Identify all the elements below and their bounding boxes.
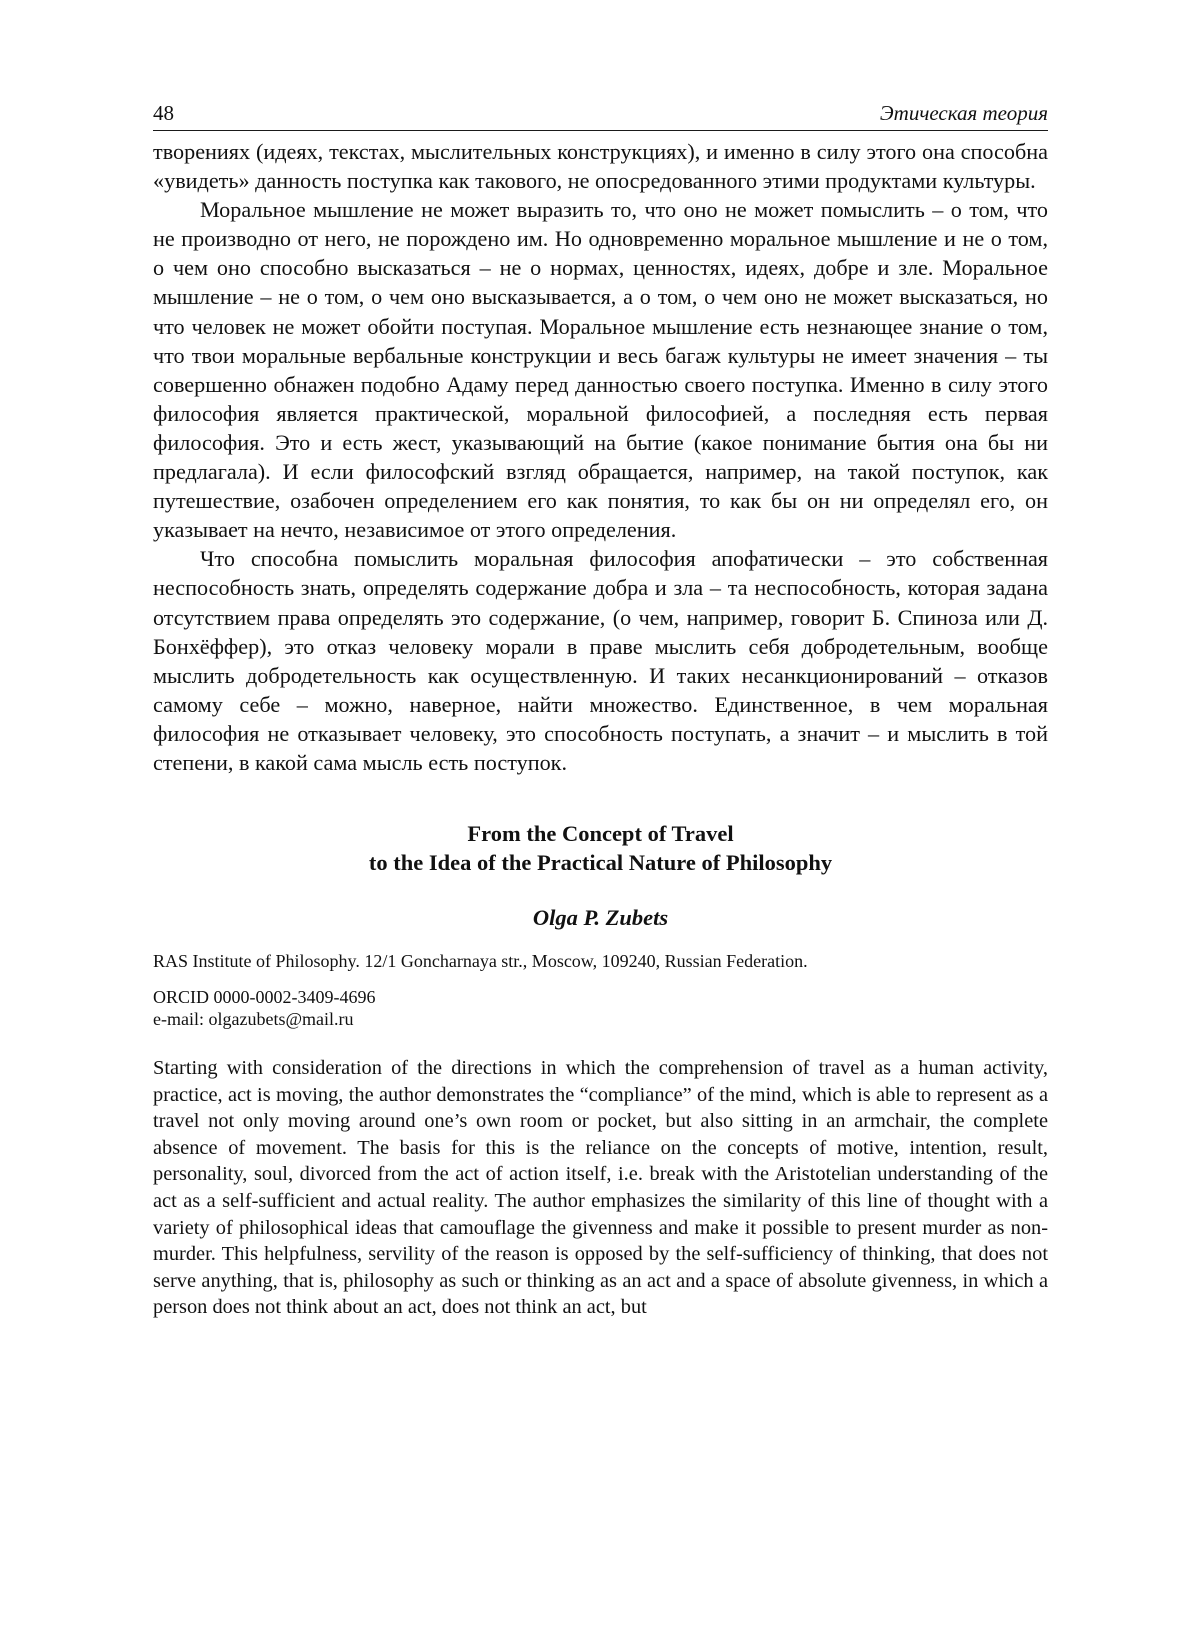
page-number: 48 bbox=[153, 101, 174, 125]
body-paragraph-2: Моральное мышление не может выразить то, что оно не может помыслить – о том, что не производно от него, не порождено им. Но одновременно моральное мышление и не о том, о чем оно способно высказаться – не о нормах, ценностях, идеях, добре и зле. Моральное мышление – не о том, о чем оно высказывается, а о том, о чем оно не может высказаться, но что человек не может обойти поступая. Моральное мышление есть незнающее знание о том, что твои моральные вербальные конструкции и весь багаж культуры не имеет значения – ты совершенно обнажен подобно Адаму перед данностью своего поступка. Именно в силу этого философия является практической, моральной философией, а последняя есть первая философия. Это и есть жест, указывающий на бытие (какое понимание бытия она бы ни предлагала). И если философский взгляд обращается, например, на такой поступок, как путешествие, озабочен определением его как понятия, то как бы он ни определял его, он указывает на нечто, независимое от этого определения. bbox=[153, 197, 1048, 543]
running-section-title: Этическая теория bbox=[879, 101, 1048, 125]
author-email: e-mail: olgazubets@mail.ru bbox=[153, 1009, 354, 1030]
article-author: Olga P. Zubets bbox=[532, 905, 669, 931]
author-orcid: ORCID 0000-0002-3409-4696 bbox=[153, 987, 376, 1008]
russian-body-text bbox=[153, 137, 1048, 777]
running-head bbox=[153, 100, 1048, 131]
author-contacts bbox=[153, 986, 1048, 1030]
body-paragraph-1: творениях (идеях, текстах, мыслительных конструкциях), и именно в силу этого она способна «увидеть» данность поступка как такового, не опосредованного этими продуктами культуры. bbox=[153, 139, 1048, 194]
article-title bbox=[153, 819, 1048, 877]
article-title-line-1: From the Concept of Travel bbox=[467, 821, 734, 847]
article-title-line-2: to the Idea of the Practical Nature of Philosophy bbox=[368, 850, 833, 876]
author-affiliation: RAS Institute of Philosophy. 12/1 Goncharnaya str., Moscow, 109240, Russian Federation. bbox=[153, 951, 808, 972]
article-abstract: Starting with consideration of the directions in which the comprehension of travel as a human activity, practice, act is moving, the author demonstrates the “compliance” of the mind, which is able to represent as a travel not only moving around one’s own room or pocket, but also sitting in an armchair, the complete absence of movement. The basis for this is the reliance on the concepts of motive, intention, result, personality, soul, divorced from the act of action itself, i.e. break with the Aristotelian understanding of the act as a self-sufficient and actual reality. The author emphasizes the similarity of this line of thought with a variety of philosophical ideas that camouflage the givenness and make it possible to present murder as non-murder. This helpfulness, servility of the reason is opposed by the self-sufficiency of thinking, that does not serve anything, that is, philosophy as such or thinking as an act and a space of absolute givenness, in which a person does not think about an act, does not think an act, but bbox=[153, 1057, 1048, 1319]
body-paragraph-3: Что способна помыслить моральная философия апофатически – это собственная неспособность знать, определять содержание добра и зла – та неспособность, которая задана отсутствием права определять это содержание, (о чем, например, говорит Б. Спиноза или Д. Бонхёффер), это отказ человеку морали в праве мыслить себя добродетельным, вообще мыслить добродетельность как осуществленную. И таких несанкционирований – отказов самому себе – можно, наверное, найти множество. Единственное, в чем моральная философия не отказывает человеку, это способность поступать, а значит – и мыслить в той степени, в какой сама мысль есть поступок. bbox=[153, 546, 1048, 775]
journal-page bbox=[153, 100, 1048, 1321]
